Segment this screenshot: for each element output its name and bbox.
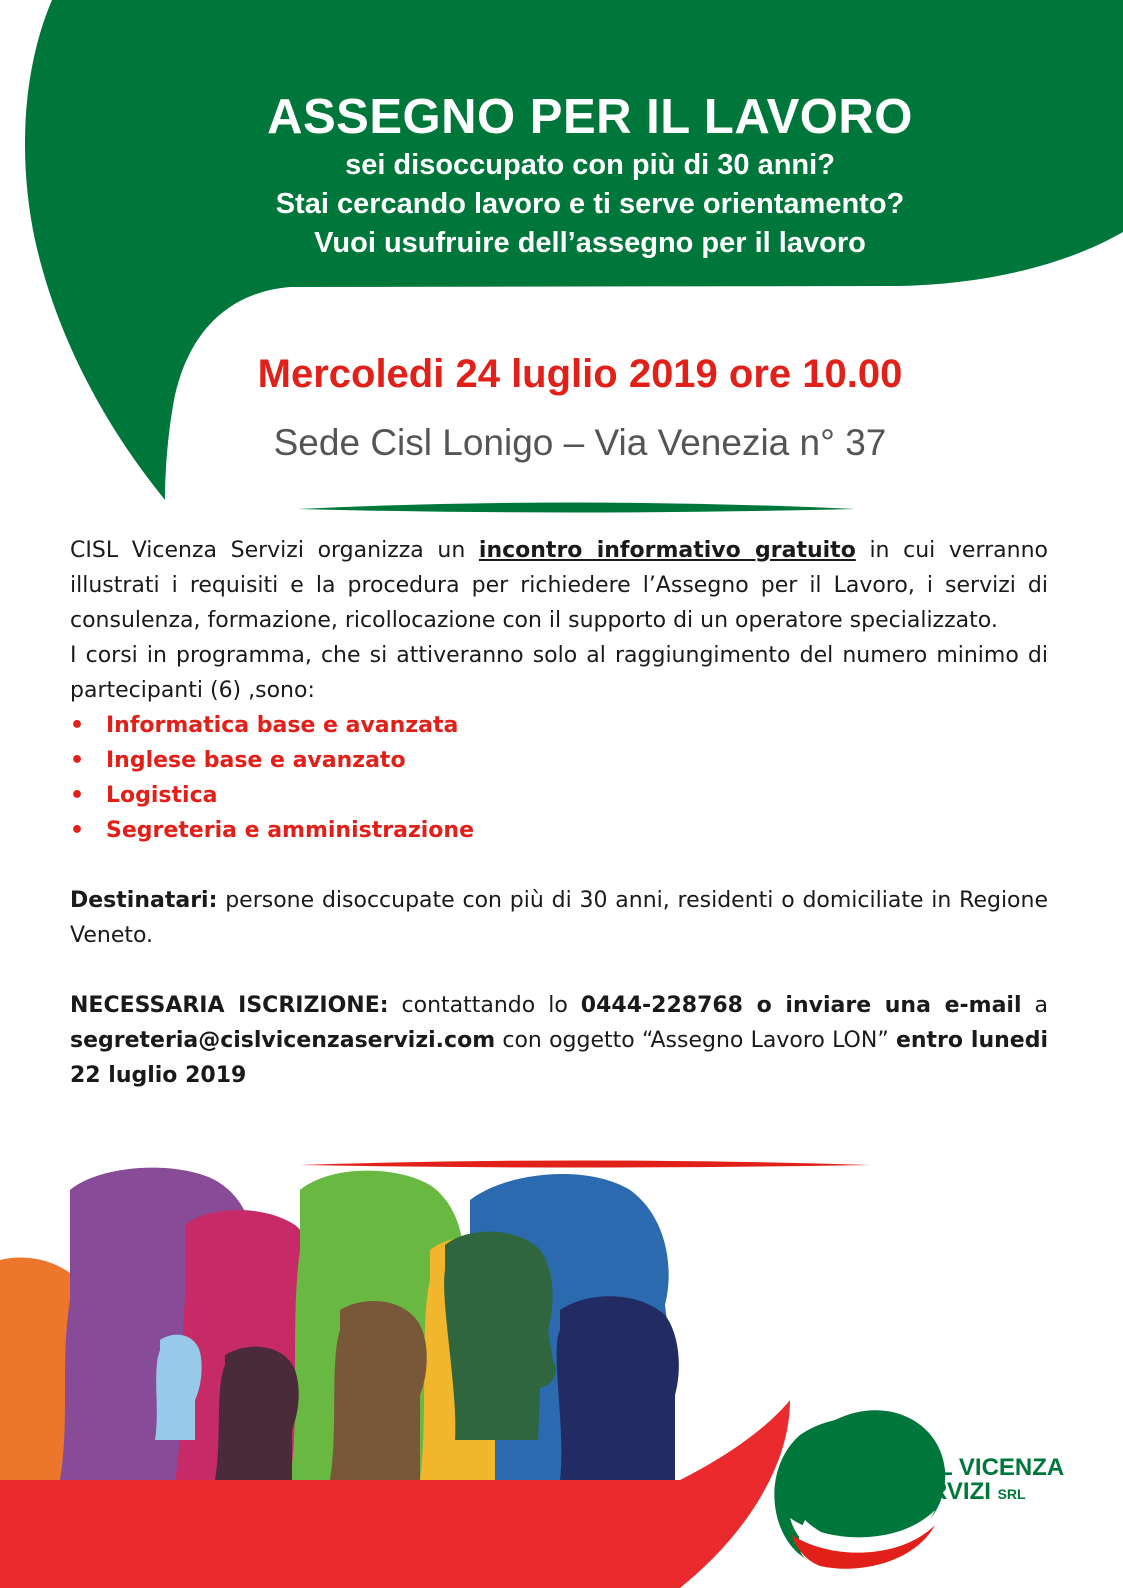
spacer [70,848,1048,883]
course-item [70,778,1048,813]
red-divider [300,1161,870,1168]
course-item [70,813,1048,848]
green-divider [298,503,856,513]
intro-paragraph [70,533,1048,638]
registration-text-2: a [1021,993,1048,1018]
recipients-paragraph [70,883,1048,953]
logo-line-1: CISL VICENZA [898,1454,1065,1481]
recipients-text: persone disoccupate con più di 30 anni, residenti o domiciliate in Regione Veneto. [70,888,1048,948]
course-label: Inglese base e avanzato [106,748,406,773]
registration-phone[interactable]: 0444-228768 o inviare una e-mail [580,993,1022,1018]
header-line-1: sei disoccupato con più di 30 anni? [345,149,835,181]
registration-deadline: entro lunedi 22 luglio 2019 [70,1028,1048,1088]
course-label: Logistica [106,783,218,808]
courses-intro: I corsi in programma, che si attiveranno solo al raggiungimento del numero minimo di partecipanti (6) ,sono: [70,643,1048,703]
course-label: Segreteria e amministrazione [106,818,474,843]
course-item [70,743,1048,778]
header-block [190,88,990,263]
intro-highlight: incontro informativo gratuito [478,538,856,563]
registration-text-3: con oggetto “Assegno Lavoro LON” [495,1028,896,1053]
intro-part-1: CISL Vicenza Servizi organizza un [70,538,479,563]
silhouette-darkgreen [444,1232,555,1440]
logo-text [898,1456,1064,1506]
registration-paragraph [70,988,1048,1093]
event-date: Mercoledi 24 luglio 2019 ore 10.00 [257,352,903,396]
course-item [70,708,1048,743]
silhouette-dark [215,1347,299,1480]
bullet-icon: • [70,818,85,843]
recipients-label: Destinatari: [70,888,218,913]
people-silhouettes [0,1168,679,1480]
page-title: ASSEGNO PER IL LAVORO [267,90,913,144]
silhouette-navy [557,1296,679,1480]
body-text [70,533,1048,1093]
bullet-icon: • [70,713,85,738]
event-venue: Sede Cisl Lonigo – Via Venezia n° 37 [273,422,887,463]
header-line-3: Vuoi usufruire dell’assegno per il lavoro [314,227,866,259]
header-line-2: Stai cercando lavoro e ti serve orientamento? [275,188,905,220]
logo-line-2: SERVIZI [898,1478,991,1505]
silhouette-lightblue [155,1335,202,1440]
bullet-icon: • [70,783,85,808]
logo-line-2-wrap [898,1480,1064,1506]
registration-text-1: contattando lo [388,993,581,1018]
bullet-icon: • [70,748,85,773]
course-label: Informatica base e avanzata [106,713,459,738]
spacer [70,953,1048,988]
registration-email[interactable]: segreteria@cislvicenzaservizi.com [70,1028,496,1053]
logo-suffix: SRL [997,1486,1026,1502]
intro-part-2: in cui verranno illustrati i requisiti e la procedura per richiedere l’Assegno per il Lavoro, i servizi di consulenza, formazione, ricollocazione con il supporto di un operatore specializzato. [70,538,1048,633]
registration-label: NECESSARIA ISCRIZIONE: [70,993,389,1018]
silhouette-brown [330,1301,427,1480]
courses-list [70,708,1048,848]
